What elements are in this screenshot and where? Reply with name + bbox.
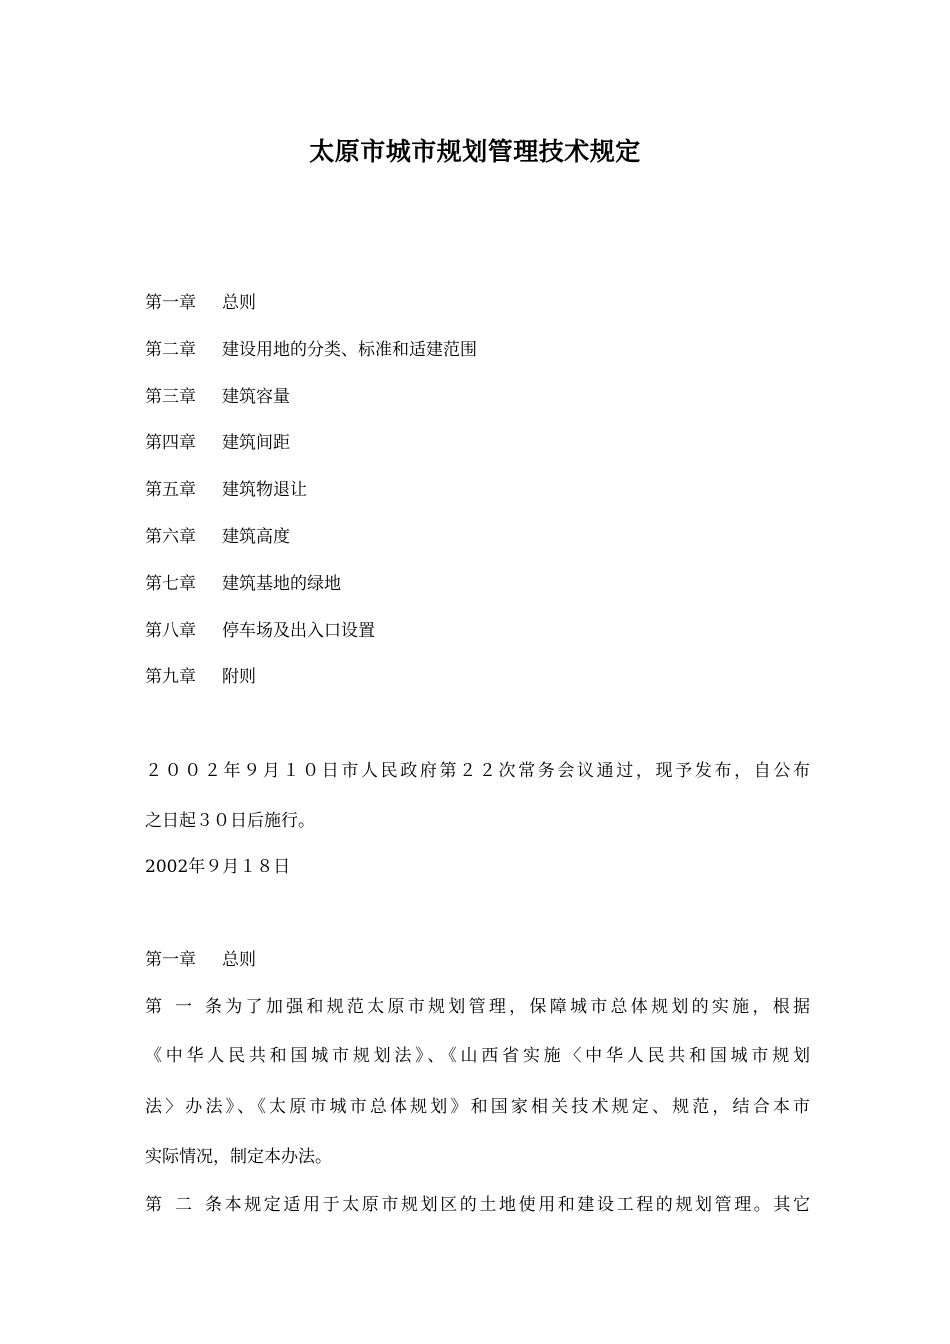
toc-chapter-name: 建筑物退让 (222, 480, 307, 501)
toc-chapter-name: 总则 (222, 293, 256, 313)
toc-chapter-number: 第八章 (145, 620, 196, 641)
toc-chapter-name: 附则 (222, 667, 256, 688)
toc-item (145, 664, 825, 711)
toc-chapter-number: 第四章 (145, 433, 196, 454)
toc-item (145, 337, 825, 384)
article-number: 第二条 (145, 1195, 222, 1215)
article-number: 第一条 (145, 997, 222, 1017)
toc-chapter-number: 第七章 (145, 573, 196, 594)
toc-item (145, 477, 825, 524)
toc-item (145, 571, 825, 618)
toc-chapter-number: 第九章 (145, 667, 196, 688)
article-1-line-4: 实际情况，制定本办法。 (145, 1147, 332, 1167)
chapter-heading-name: 总则 (222, 950, 256, 970)
toc-item (145, 618, 825, 665)
toc-chapter-number: 第六章 (145, 526, 196, 547)
toc-chapter-number: 第一章 (145, 293, 196, 313)
toc-item (145, 384, 825, 431)
article-2-line-1 (145, 1192, 810, 1218)
article-text: 本规定适用于太原市规划区的土地使用和建设工程的规划管理。其它 (222, 1195, 810, 1215)
toc-item (145, 290, 825, 337)
chapter-heading-number: 第一章 (145, 950, 196, 970)
toc-chapter-number: 第三章 (145, 386, 196, 407)
toc-item (145, 524, 825, 571)
promulgation-date: 2002年９月１８日 (145, 857, 291, 877)
promulgation-line-2: 之日起３０日后施行。 (145, 811, 315, 831)
document-title: 太原市城市规划管理技术规定 (309, 137, 641, 166)
promulgation-line-1: ２００２年９月１０日市人民政府第２２次常务会议通过，现予发布，自公布 (145, 761, 810, 781)
article-1-line-1 (145, 994, 810, 1020)
chapter-heading (145, 947, 810, 973)
article-1-line-3: 法〉办法》、《太原市城市总体规划》和国家相关技术规定、规范，结合本市 (145, 1097, 810, 1117)
toc-chapter-number: 第二章 (145, 339, 196, 360)
toc-chapter-name: 建筑高度 (222, 526, 290, 547)
article-text: 为了加强和规范太原市规划管理，保障城市总体规划的实施，根据 (222, 997, 810, 1017)
toc-chapter-name: 建筑基地的绿地 (222, 573, 341, 594)
table-of-contents (145, 290, 825, 711)
toc-chapter-name: 停车场及出入口设置 (222, 620, 375, 641)
toc-chapter-name: 建筑间距 (222, 433, 290, 454)
toc-chapter-name: 建设用地的分类、标准和适建范围 (222, 339, 477, 360)
toc-chapter-number: 第五章 (145, 480, 196, 501)
toc-item (145, 430, 825, 477)
article-1-line-2: 《中华人民共和国城市规划法》、《山西省实施〈中华人民共和国城市规划 (145, 1046, 810, 1066)
toc-chapter-name: 建筑容量 (222, 386, 290, 407)
